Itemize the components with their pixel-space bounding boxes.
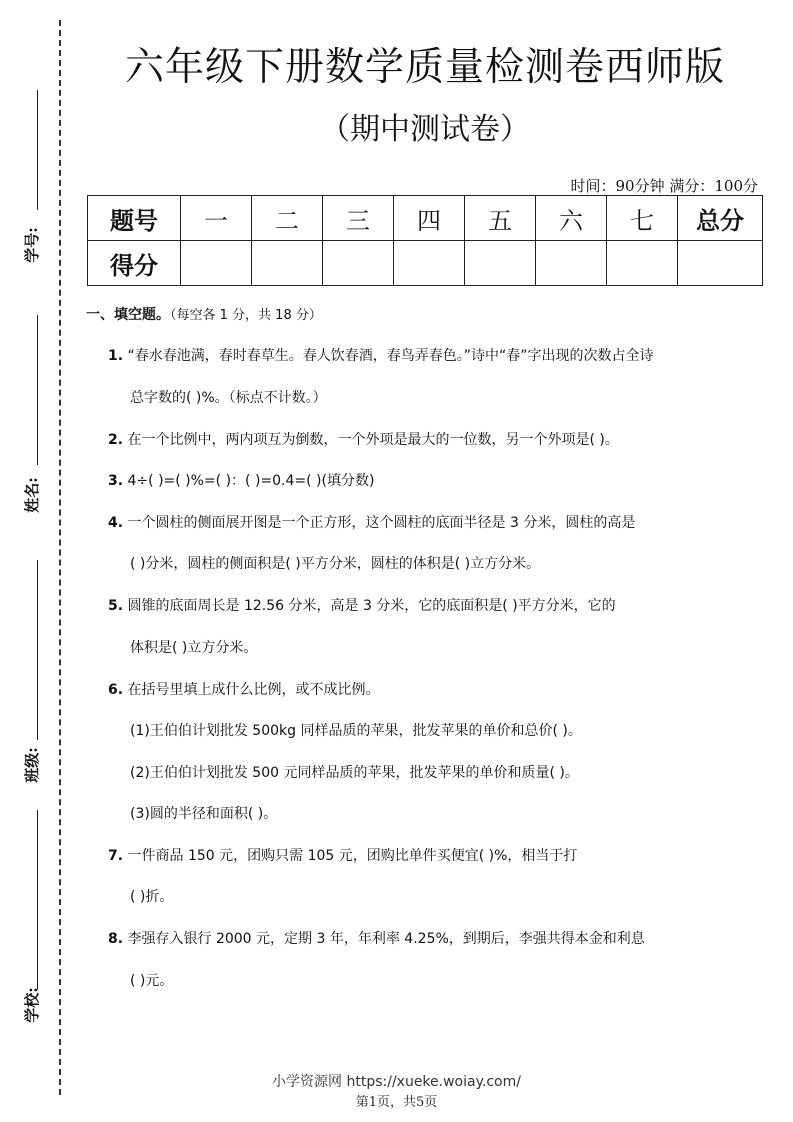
section-title: 一、填空题。 xyxy=(86,307,170,323)
score-table-score-row xyxy=(88,241,763,286)
question-5-cont xyxy=(130,637,780,657)
section-note: （每空各 1 分，共 18 分） xyxy=(170,308,322,323)
score-cell[interactable] xyxy=(252,241,323,286)
question-text: (3)圆的半径和面积( )。 xyxy=(130,806,278,822)
question-7 xyxy=(108,845,758,865)
question-3 xyxy=(108,470,758,490)
question-text: 体积是( )立方分米。 xyxy=(130,640,258,656)
score-cell[interactable] xyxy=(607,241,678,286)
question-number: 5. xyxy=(108,598,124,614)
question-number: 3. xyxy=(108,473,124,489)
question-text: “春水春池满，春时春草生。春人饮春酒，春鸟弄春色。”诗中“春”字出现的次数占全诗 xyxy=(127,348,654,364)
table-cell: 二 xyxy=(252,196,323,241)
question-number: 8. xyxy=(108,931,124,947)
name-line xyxy=(37,315,38,465)
question-text: ( )元。 xyxy=(130,973,174,989)
time-info: 时间：90分钟 满分：100分 xyxy=(570,177,758,195)
table-cell: 得分 xyxy=(88,241,181,286)
question-text: 总字数的( )%。（标点不计数。） xyxy=(130,390,327,406)
question-6-sub-2 xyxy=(130,762,780,782)
question-text: ( )折。 xyxy=(130,889,174,905)
table-cell: 一 xyxy=(181,196,252,241)
table-cell: 五 xyxy=(465,196,536,241)
question-4-cont xyxy=(130,553,780,573)
question-number: 2. xyxy=(108,432,124,448)
score-cell[interactable] xyxy=(678,241,763,286)
question-4 xyxy=(108,512,758,532)
table-cell: 题号 xyxy=(88,196,181,241)
question-number: 4. xyxy=(108,515,124,531)
question-text: 一件商品 150 元，团购只需 105 元，团购比单件买便宜( )%，相当于打 xyxy=(127,848,578,864)
question-1 xyxy=(108,345,758,365)
binding-dashed-line xyxy=(59,20,61,1095)
question-text: 在一个比例中，两内项互为倒数，一个外项是最大的一位数，另一个外项是( )。 xyxy=(127,432,619,448)
page-title: 六年级下册数学质量检测卷西师版 xyxy=(124,45,725,90)
question-number: 6. xyxy=(108,682,124,698)
name-label: 姓名: xyxy=(23,477,41,513)
question-6-sub-1 xyxy=(130,720,780,740)
table-cell: 三 xyxy=(323,196,394,241)
page-number: 第1页，共5页 xyxy=(355,1095,438,1110)
question-text: 4÷( )=( )%=( )：( )=0.4=( )(填分数) xyxy=(127,473,375,489)
footer-site: 小学资源网 https://xueke.woiay.com/ xyxy=(272,1074,521,1090)
page-subtitle: （期中测试卷） xyxy=(320,112,530,147)
student-id-line xyxy=(37,90,38,210)
question-6 xyxy=(108,679,758,699)
question-text: (1)王伯伯计划批发 500kg 同样品质的苹果，批发苹果的单价和总价( )。 xyxy=(130,723,582,739)
question-text: 在括号里填上成什么比例，或不成比例。 xyxy=(127,682,380,698)
score-table-header-row xyxy=(88,196,763,241)
table-cell: 六 xyxy=(536,196,607,241)
student-id-label: 学号: xyxy=(23,227,41,263)
question-2 xyxy=(108,429,758,449)
question-5 xyxy=(108,595,758,615)
class-line xyxy=(37,560,38,740)
score-cell[interactable] xyxy=(394,241,465,286)
question-1-cont xyxy=(130,387,780,407)
section-heading xyxy=(86,304,322,324)
question-8-cont xyxy=(130,970,780,990)
question-8 xyxy=(108,928,758,948)
score-cell[interactable] xyxy=(181,241,252,286)
table-cell: 七 xyxy=(607,196,678,241)
score-cell[interactable] xyxy=(323,241,394,286)
school-label: 学校: xyxy=(23,987,41,1023)
question-text: (2)王伯伯计划批发 500 元同样品质的苹果，批发苹果的单价和质量( )。 xyxy=(130,765,579,781)
table-cell: 四 xyxy=(394,196,465,241)
question-6-sub-3 xyxy=(130,803,780,823)
question-text: ( )分米，圆柱的侧面积是( )平方分米，圆柱的体积是( )立方分米。 xyxy=(130,556,541,572)
question-number: 7. xyxy=(108,848,124,864)
question-text: 李强存入银行 2000 元，定期 3 年，年利率 4.25%，到期后，李强共得本金和利息 xyxy=(127,931,645,947)
question-number: 1. xyxy=(108,348,124,364)
score-table xyxy=(87,195,763,286)
score-cell[interactable] xyxy=(465,241,536,286)
table-cell: 总分 xyxy=(678,196,763,241)
score-cell[interactable] xyxy=(536,241,607,286)
question-text: 圆锥的底面周长是 12.56 分米，高是 3 分米，它的底面积是( )平方分米，它的 xyxy=(127,598,616,614)
question-text: 一个圆柱的侧面展开图是一个正方形，这个圆柱的底面半径是 3 分米，圆柱的高是 xyxy=(127,515,636,531)
school-line xyxy=(37,810,38,990)
question-7-cont xyxy=(130,886,780,906)
class-label: 班级: xyxy=(23,747,41,783)
